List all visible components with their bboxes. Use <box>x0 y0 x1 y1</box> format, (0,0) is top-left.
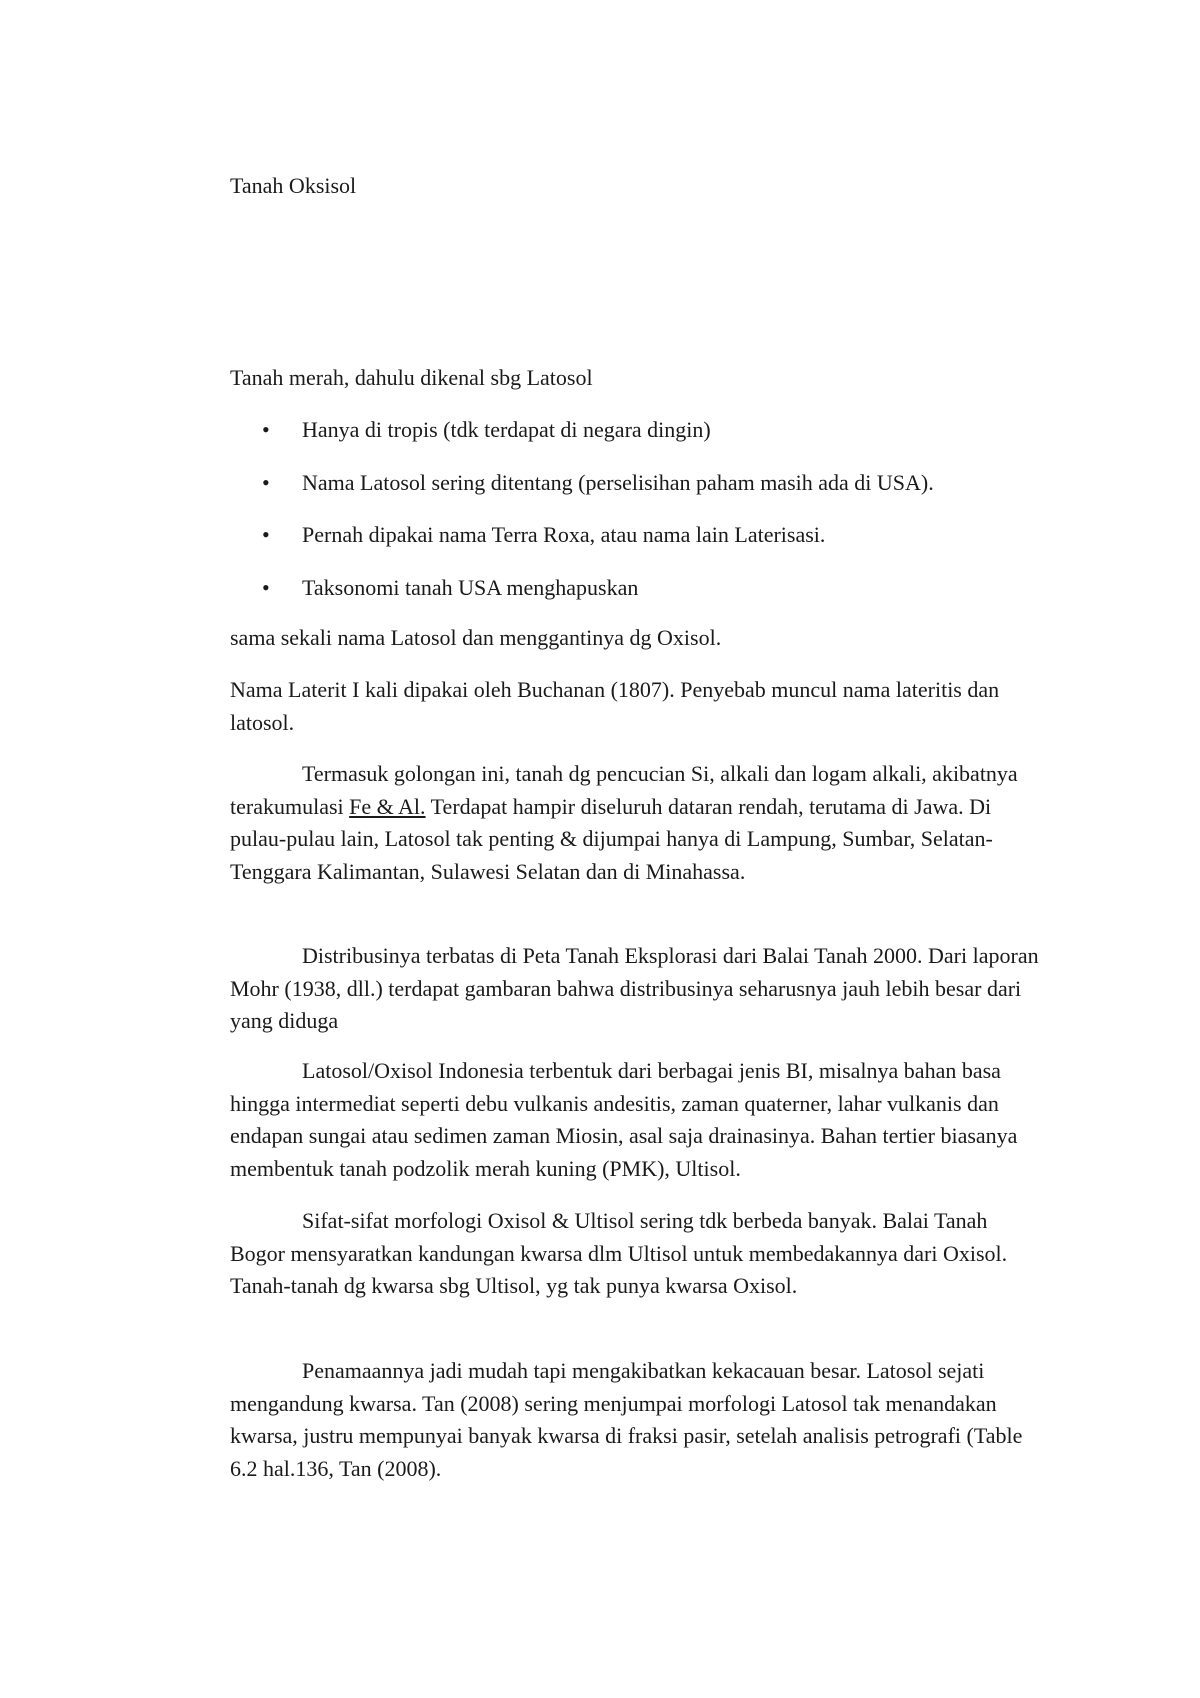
paragraph-formation: Latosol/Oxisol Indonesia terbentuk dari berbagai jenis BI, misalnya bahan basa hingga intermediat seperti debu vulkanis andesitis, zaman quaterner, lahar vulkanis dan endapan sungai atau sedimen zaman Miosin, asal saja drainasinya. Bahan tertier biasanya membentuk tanah podzolik merah kuning (PMK), Ultisol. <box>230 1058 1018 1181</box>
bullet-icon: • <box>262 522 270 547</box>
bullet-icon: • <box>262 574 270 600</box>
underlined-term: Fe & Al. <box>349 793 426 819</box>
bullet-text: Nama Latosol sering ditentang (perselisihan paham masih ada di USA). <box>302 469 934 495</box>
bullet-list <box>230 414 1040 624</box>
document-title: Tanah Oksisol <box>230 173 357 198</box>
paragraph-distribution: Distribusinya terbatas di Peta Tanah Eksplorasi dari Balai Tanah 2000. Dari laporan Mohr (1938, dll.) terdapat gambaran bahwa distribusinya seharusnya jauh lebih besar dari yang diduga <box>230 943 1039 1033</box>
list-item <box>230 467 1040 500</box>
bullet-text: Hanya di tropis (tdk terdapat di negara dingin) <box>302 417 711 442</box>
intro-line: Tanah merah, dahulu dikenal sbg Latosol <box>230 365 593 390</box>
bullet-icon: • <box>262 417 270 442</box>
paragraph-text: Termasuk golongan ini, tanah dg pencucian Si, alkali dan logam alkali, akibatnya terakumulasi <box>230 761 1018 819</box>
paragraph-composition <box>230 758 1040 888</box>
paragraph-text: Terdapat hampir diseluruh dataran rendah, terutama di Jawa. Di pulau-pulau lain, Latosol tak penting & dijumpai hanya di Lampung, Sumbar, Selatan-Tenggara Kalimantan, Sulawesi Selatan dan di Minahassa. <box>230 793 993 884</box>
list-item <box>230 572 1040 605</box>
paragraph-continuation: sama sekali nama Latosol dan menggantinya dg Oxisol. <box>230 625 722 650</box>
bullet-text: Taksonomi tanah USA menghapuskan <box>302 574 639 600</box>
list-item <box>230 414 1040 447</box>
paragraph-naming: Penamaannya jadi mudah tapi mengakibatkan kekacauan besar. Latosol sejati mengandung kwarsa. Tan (2008) sering menjumpai morfologi Latosol tak menandakan kwarsa, justru mempunyai banyak kwarsa di fraksi pasir, setelah analisis petrografi (Table 6.2 hal.136, Tan (2008). <box>230 1358 1023 1481</box>
bullet-icon: • <box>262 469 270 495</box>
paragraph-buchanan: Nama Laterit I kali dipakai oleh Buchanan (1807). Penyebab muncul nama lateritis dan latosol. <box>230 677 1000 735</box>
paragraph-morphology: Sifat-sifat morfologi Oxisol & Ultisol sering tdk berbeda banyak. Balai Tanah Bogor mensyaratkan kandungan kwarsa dlm Ultisol untuk membedakannya dari Oxisol. Tanah-tanah dg kwarsa sbg Ultisol, yg tak punya kwarsa Oxisol. <box>230 1208 1008 1298</box>
list-item <box>230 519 1040 552</box>
bullet-text: Pernah dipakai nama Terra Roxa, atau nama lain Laterisasi. <box>302 522 826 547</box>
